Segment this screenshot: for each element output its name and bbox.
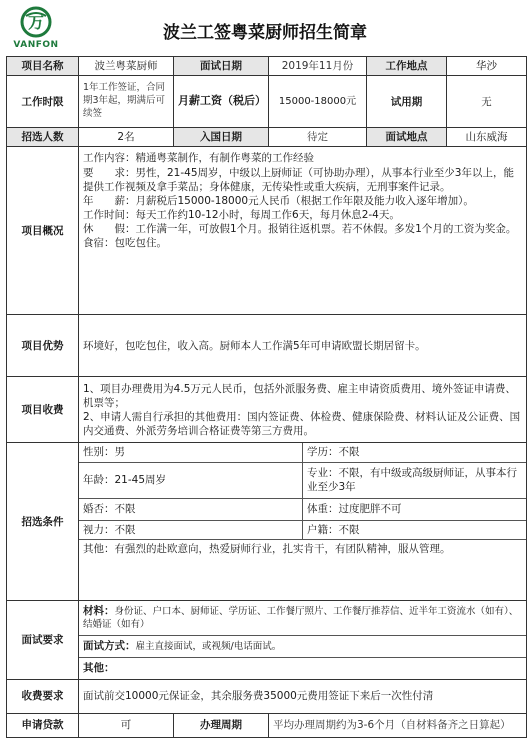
label-loan: 申请贷款 (7, 713, 79, 737)
header (0, 0, 530, 56)
value-work-term: 1年工作签证，合同期3年起，期满后可续签 (79, 76, 174, 128)
label-probation: 试用期 (367, 76, 447, 128)
condition-major: 专业：不限，有中级或高级厨师证，从事本行业至少3年 (303, 462, 527, 498)
label-work-term: 工作时限 (7, 76, 79, 128)
label-conditions: 招选条件 (7, 443, 79, 601)
row-conditions (7, 443, 527, 601)
page-title: 波兰工签粤菜厨师招生简章 (163, 23, 367, 43)
row-work-term (7, 76, 527, 128)
label-entry-date: 入国日期 (174, 128, 269, 147)
row-headcount (7, 128, 527, 147)
condition-marital: 婚否：不限 (79, 498, 303, 520)
label-advantage: 项目优势 (7, 315, 79, 377)
condition-vision: 视力：不限 (79, 520, 303, 539)
conditions-inner-table (79, 443, 526, 597)
condition-gender: 性别：男 (79, 443, 303, 462)
value-headcount: 2名 (79, 128, 174, 147)
logo-brand-text: VANFON (13, 40, 59, 50)
value-work-location: 华沙 (447, 57, 527, 76)
value-monthly-salary: 15000-18000元 (269, 76, 367, 128)
value-advantage: 环境好，包吃包住，收入高。厨师本人工作满5年可申请欧盟长期居留卡。 (79, 315, 527, 377)
conditions-grid (79, 443, 527, 601)
row-overview (7, 147, 527, 315)
interview-details (79, 601, 527, 679)
row-charge (7, 679, 527, 713)
label-charge: 收费要求 (7, 679, 79, 713)
condition-age: 年龄：21-45周岁 (79, 462, 303, 498)
label-work-location: 工作地点 (367, 57, 447, 76)
row-interview (7, 601, 527, 679)
value-processing-period: 平均办理周期约为3-6个月（自材料备齐之日算起） (269, 713, 527, 737)
label-overview: 项目概况 (7, 147, 79, 315)
value-project-name: 波兰粤菜厨师 (79, 57, 174, 76)
value-charge: 面试前交10000元保证金，其余服务费35000元费用签证下来后一次性付清 (79, 679, 527, 713)
condition-hukou: 户籍：不限 (303, 520, 527, 539)
row-loan (7, 713, 527, 737)
label-interview-date: 面试日期 (174, 57, 269, 76)
label-monthly-salary: 月薪工资（税后） (174, 76, 269, 128)
value-overview: 工作内容：精通粤菜制作，有制作粤菜的工作经验 要 求：男性，21-45周岁，中级以上厨师证（可协助办理），从事本行业至少3年以上，能提供工作视频及拿手菜品；身体健康，无传染性或重大疾病，无刑事案件记录。 年 薪：月薪税后15000-18000元人民币（根据工作年限及能力收入逐年增加）。 工作时间：每天工作约10-12小时，每周工作6天，每月休息2-4天。 休 假：工作满一年，可放假1个月。报销往返机票。若不休假。多发1个月的工资为奖金。 食宿：包吃包住。 (79, 147, 527, 315)
value-fees: 1、项目办理费用为4.5万元人民币，包括外派服务费、雇主申请资质费用、境外签证申请费、机票等； 2、申请人需自行承担的其他费用：国内签证费、体检费、健康保险费、材料认证及公证费、国内交通费、外派劳务培训合格证费等第三方费用。 (79, 377, 527, 443)
label-project-name: 项目名称 (7, 57, 79, 76)
label-interview: 面试要求 (7, 601, 79, 679)
interview-other: 其他： (83, 661, 115, 674)
interview-method: 面试方式：雇主直接面试，或视频/电话面试。 (79, 636, 526, 658)
label-processing-period: 办理周期 (174, 713, 269, 737)
label-interview-location: 面试地点 (367, 128, 447, 147)
label-headcount: 招选人数 (7, 128, 79, 147)
value-interview-date: 2019年11月份 (269, 57, 367, 76)
row-fees (7, 377, 527, 443)
value-entry-date: 待定 (269, 128, 367, 147)
value-loan: 可 (79, 713, 174, 737)
row-advantage (7, 315, 527, 377)
condition-other: 其他：有强烈的赴欧意向，热爱厨师行业，扎实肯干，有团队精神，服从管理。 (79, 539, 526, 597)
value-probation: 无 (447, 76, 527, 128)
condition-education: 学历：不限 (303, 443, 527, 462)
label-fees: 项目收费 (7, 377, 79, 443)
recruitment-table (6, 56, 527, 738)
svg-text:万: 万 (27, 13, 45, 32)
interview-materials: 材料：身份证、户口本、厨师证、学历证、工作餐厅照片、工作餐厅推荐信、近半年工资流水（如有）、结婚证（如有） (79, 601, 526, 636)
value-interview-location: 山东威海 (447, 128, 527, 147)
row-project-name (7, 57, 527, 76)
condition-body: 体重：过度肥胖不可 (303, 498, 527, 520)
